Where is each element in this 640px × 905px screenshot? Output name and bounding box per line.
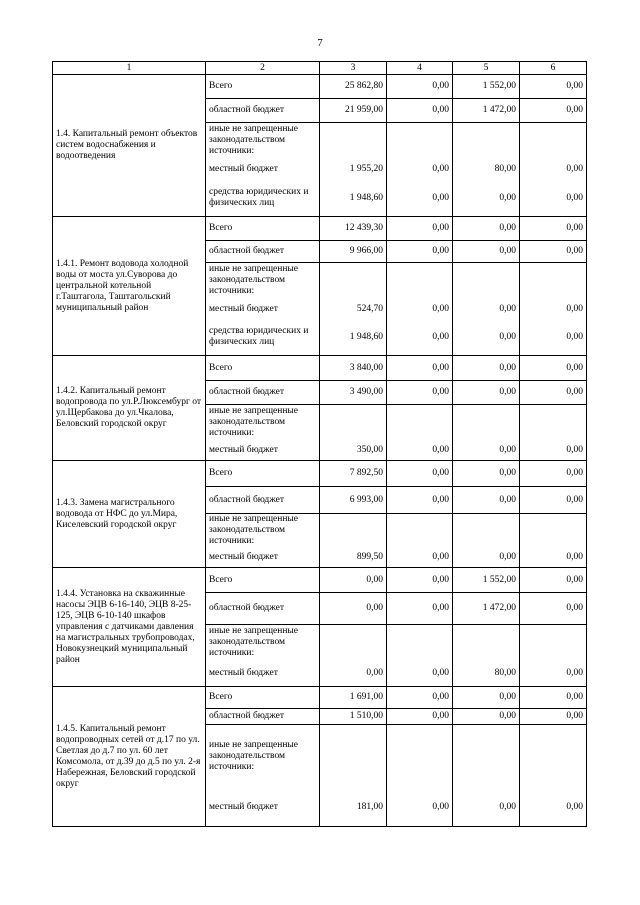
source-label: местный бюджет [206,661,320,687]
cell-value: 25 862,80 [320,75,387,99]
cell-value: 1 948,60 [320,181,387,217]
cell-value: 1 948,60 [320,320,387,356]
cell-value: 0,00 [387,99,453,123]
header-row [53,62,587,75]
cell-value: 0,00 [453,181,520,217]
cell-value: 0,00 [520,548,587,568]
source-label: Всего [206,568,320,593]
cell-value: 0,00 [520,709,587,725]
source-label: местный бюджет [206,789,320,827]
cell-value: 0,00 [387,159,453,181]
item-name: 1.4.3. Замена магистрального водовода от НФС до ул.Мира, Киселевский городской округ [53,461,206,568]
cell-value: 0,00 [387,241,453,263]
cell-value: 0,00 [453,299,520,320]
table-row [53,568,587,593]
cell-value: 0,00 [453,709,520,725]
header-cell: 6 [520,62,587,75]
source-label: областной бюджет [206,709,320,725]
cell-value: 0,00 [387,461,453,487]
budget-table [52,61,587,827]
cell-value: 0,00 [520,461,587,487]
cell-value: 0,00 [320,661,387,687]
cell-value: 0,00 [520,568,587,593]
source-label: иные не запрещенные законодательством источники: [206,123,320,159]
item-name: 1.4.5. Капитальный ремонт водопроводных сетей от д.17 по ул. Светлая до д.7 по ул. 60 лет Комсомола, от д.39 до д.5 по ул. 2-я Набережная, Беловский городской округ [53,687,206,827]
source-label: областной бюджет [206,99,320,123]
header-cell: 4 [387,62,453,75]
item-name: 1.4.4. Установка на скважинные насосы ЭЦВ 6-16-140, ЭЦВ 8-25-125, ЭЦВ 6-10-140 шкафов управления с датчиками давления на магистральных трубопроводах, Новокузнецкий муниципальный район [53,568,206,687]
cell-value: 0,00 [520,441,587,461]
cell-value: 0,00 [520,159,587,181]
cell-value: 0,00 [520,593,587,625]
table-row [53,217,587,241]
cell-value: 80,00 [453,159,520,181]
cell-value: 0,00 [520,789,587,827]
source-label: областной бюджет [206,593,320,625]
cell-value: 3 840,00 [320,356,387,381]
item-name: 1.4. Капитальный ремонт объектов систем водоснабжения и водоотведения [53,75,206,217]
cell-value: 0,00 [520,687,587,709]
cell-value: 0,00 [387,789,453,827]
cell-value: 0,00 [387,75,453,99]
cell-value: 0,00 [520,181,587,217]
cell-value: 0,00 [387,217,453,241]
cell-value: 0,00 [453,548,520,568]
cell-value: 0,00 [453,441,520,461]
cell-value: 0,00 [387,320,453,356]
cell-value: 0,00 [520,356,587,381]
cell-value: 0,00 [520,75,587,99]
cell-value: 350,00 [320,441,387,461]
cell-value: 1 552,00 [453,75,520,99]
cell-value: 0,00 [520,241,587,263]
cell-value: 0,00 [387,381,453,405]
cell-value: 0,00 [387,441,453,461]
cell-value: 0,00 [320,593,387,625]
cell-value: 1 472,00 [453,593,520,625]
cell-value: 3 490,00 [320,381,387,405]
table-row [53,75,587,99]
source-label: иные не запрещенные законодательством источники: [206,625,320,661]
table-row [53,356,587,381]
cell-value: 80,00 [453,661,520,687]
header-cell: 1 [53,62,206,75]
cell-value: 0,00 [387,299,453,320]
source-label: средства юридических и физических лиц [206,181,320,217]
cell-value: 12 439,30 [320,217,387,241]
cell-value: 0,00 [387,356,453,381]
cell-value: 0,00 [387,548,453,568]
cell-value: 0,00 [387,181,453,217]
cell-value: 0,00 [520,661,587,687]
cell-value: 0,00 [453,217,520,241]
item-name: 1.4.2. Капитальный ремонт водопровода по ул.Р.Люксембург от ул.Щербакова до ул.Чкалова, Беловский городской округ [53,356,206,461]
cell-value: 0,00 [320,568,387,593]
source-label: Всего [206,356,320,381]
cell-value: 0,00 [387,568,453,593]
cell-value: 0,00 [453,320,520,356]
cell-value: 1 552,00 [453,568,520,593]
source-label: Всего [206,217,320,241]
header-cell: 5 [453,62,520,75]
cell-value: 0,00 [453,381,520,405]
source-label: местный бюджет [206,159,320,181]
cell-value: 0,00 [520,217,587,241]
source-label: Всего [206,75,320,99]
source-label: Всего [206,687,320,709]
cell-value: 0,00 [453,487,520,514]
cell-value: 0,00 [453,461,520,487]
cell-value: 0,00 [453,687,520,709]
source-label: местный бюджет [206,441,320,461]
cell-value: 1 955,20 [320,159,387,181]
cell-value: 0,00 [520,320,587,356]
cell-value: 21 959,00 [320,99,387,123]
header-cell: 3 [320,62,387,75]
cell-value: 0,00 [520,487,587,514]
page-number: 7 [317,37,323,49]
cell-value: 0,00 [520,99,587,123]
cell-value: 0,00 [387,661,453,687]
source-label: областной бюджет [206,487,320,514]
source-label: иные не запрещенные законодательством источники: [206,514,320,548]
cell-value: 0,00 [453,356,520,381]
cell-value: 6 993,00 [320,487,387,514]
source-label: местный бюджет [206,548,320,568]
cell-value: 7 892,50 [320,461,387,487]
cell-value: 1 510,00 [320,709,387,725]
cell-value: 0,00 [387,487,453,514]
cell-value: 0,00 [387,687,453,709]
cell-value: 0,00 [520,381,587,405]
cell-value: 9 966,00 [320,241,387,263]
source-label: средства юридических и физических лиц [206,320,320,356]
cell-value: 0,00 [387,709,453,725]
cell-value: 181,00 [320,789,387,827]
cell-value: 0,00 [453,241,520,263]
cell-value: 524,70 [320,299,387,320]
cell-value: 1 691,00 [320,687,387,709]
item-name: 1.4.1. Ремонт водовода холодной воды от моста ул.Суворова до центральной котельной г.Таштагола, Таштагольский муниципальный район [53,217,206,356]
table-row [53,461,587,487]
source-label: местный бюджет [206,299,320,320]
cell-value: 0,00 [520,299,587,320]
source-label: иные не запрещенные законодательством источники: [206,725,320,789]
source-label: областной бюджет [206,381,320,405]
cell-value: 0,00 [453,789,520,827]
cell-value: 0,00 [387,593,453,625]
table-row [53,687,587,709]
cell-value: 1 472,00 [453,99,520,123]
source-label: Всего [206,461,320,487]
source-label: иные не запрещенные законодательством источники: [206,405,320,441]
source-label: областной бюджет [206,241,320,263]
source-label: иные не запрещенные законодательством источники: [206,263,320,299]
cell-value: 899,50 [320,548,387,568]
header-cell: 2 [206,62,320,75]
